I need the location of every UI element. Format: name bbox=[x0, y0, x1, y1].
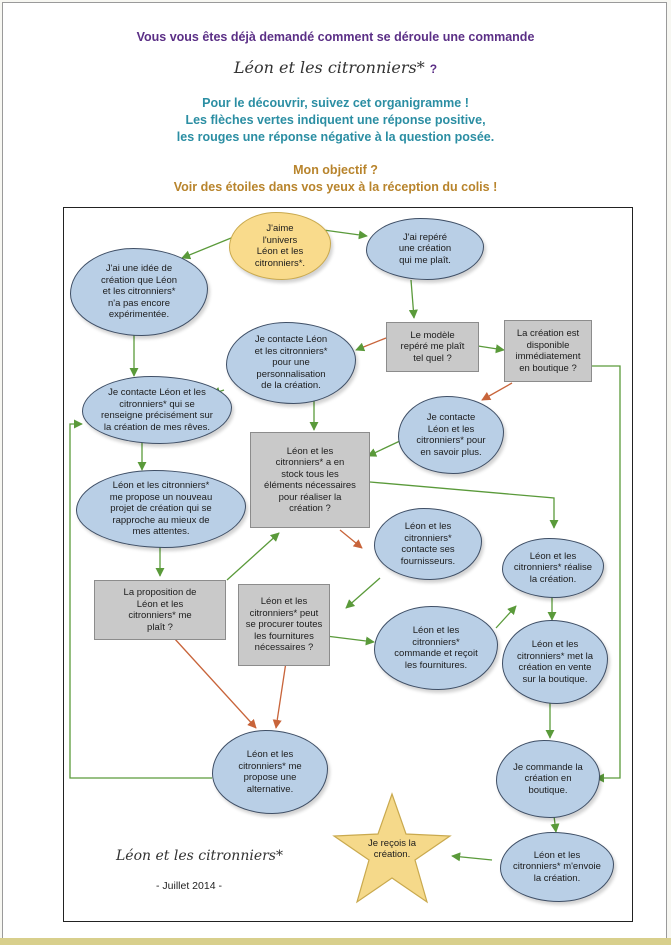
node-contacte-perso: Je contacte Léon et les citronniers* pour une personnalisation de la création. bbox=[226, 322, 356, 404]
brand-question-mark: ? bbox=[429, 62, 438, 76]
intro-line: Vous vous êtes déjà demandé comment se déroule une commande bbox=[136, 30, 535, 44]
footer-date: - Juillet 2014 - bbox=[156, 880, 222, 892]
footer-signature: Léon et les citronniers* bbox=[116, 848, 283, 864]
instruction-line-2: Les flèches vertes indiquent une réponse positive, bbox=[185, 113, 486, 127]
node-proposition-plait: La proposition de Léon et les citronniers* me plaît ? bbox=[94, 580, 226, 640]
node-stock: Léon et les citronniers* a en stock tous les éléments nécessaires pour réaliser la création ? bbox=[250, 432, 370, 528]
node-commande-recoit: Léon et les citronniers* commande et reçoit les fournitures. bbox=[374, 606, 498, 690]
node-alternative: Léon et les citronniers* me propose une alternative. bbox=[212, 730, 328, 814]
node-propose-projet: Léon et les citronniers* me propose un nouveau projet de création qui se rapproche au mieux de mes attentes. bbox=[76, 470, 246, 548]
node-contacte-reves: Je contacte Léon et les citronniers* qui se renseigne précisément sur la création de mes rêves. bbox=[82, 376, 232, 444]
node-contacte-savoir: Je contacte Léon et les citronniers* pour en savoir plus. bbox=[398, 396, 504, 474]
node-met-en-vente: Léon et les citronniers* met la création en vente sur la boutique. bbox=[502, 620, 608, 704]
instruction-line-1: Pour le découvrir, suivez cet organigramme ! bbox=[202, 96, 469, 110]
node-contacte-fournisseurs: Léon et les citronniers* contacte ses fournisseurs. bbox=[374, 508, 482, 580]
instruction-line-3: les rouges une réponse négative à la question posée. bbox=[176, 130, 495, 144]
node-procurer: Léon et les citronniers* peut se procurer toutes les fournitures nécessaires ? bbox=[238, 584, 330, 666]
node-recois bbox=[326, 790, 458, 908]
brand-name: Léon et les citronniers* bbox=[233, 58, 425, 77]
objective-answer: Voir des étoiles dans vos yeux à la réception du colis ! bbox=[173, 180, 498, 194]
node-disponible: La création est disponible immédiatement en boutique ? bbox=[504, 320, 592, 382]
node-realise: Léon et les citronniers* réalise la création. bbox=[502, 538, 604, 598]
brand-title bbox=[0, 58, 671, 77]
node-reperee: J'ai repéré une création qui me plaît. bbox=[366, 218, 484, 280]
node-modele: Le modèle repéré me plaît tel quel ? bbox=[386, 322, 479, 372]
node-commande-boutique: Je commande la création en boutique. bbox=[496, 740, 600, 818]
node-start: J'aime l'univers Léon et les citronniers*. bbox=[229, 212, 331, 280]
bottom-band bbox=[0, 938, 671, 945]
flowchart bbox=[63, 207, 633, 922]
objective-question: Mon objectif ? bbox=[293, 163, 378, 177]
node-idee: J'ai une idée de création que Léon et les citronniers* n'a pas encore expérimentée. bbox=[70, 248, 208, 336]
node-envoie: Léon et les citronniers* m'envoie la création. bbox=[500, 832, 614, 902]
node-recois-label: Je reçois la création. bbox=[367, 837, 417, 860]
